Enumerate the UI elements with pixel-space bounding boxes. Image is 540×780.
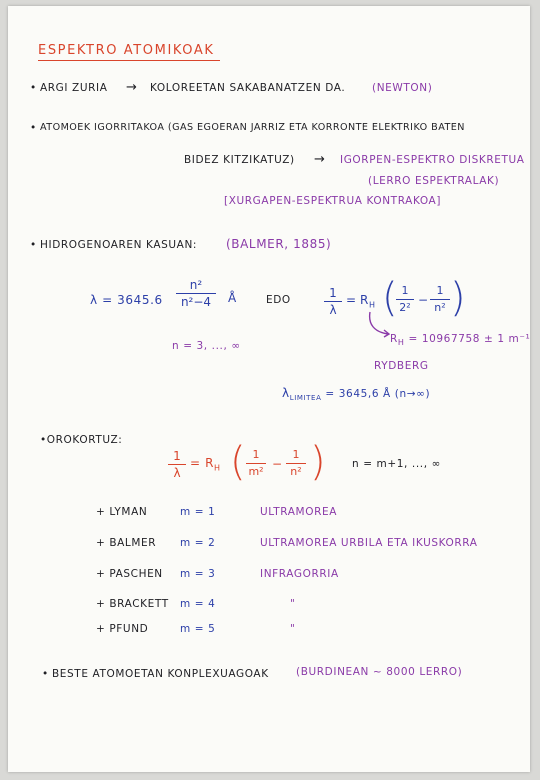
emission-spectrum-result: IGORPEN-ESPEKTRO DISKRETUA (340, 154, 525, 166)
other-atoms-text: BESTE ATOMOETAN KONPLEXUAGOAK (52, 668, 269, 680)
fraction-denominator: n² (434, 301, 446, 314)
lambda-limit: $\lambda_{LIMITEA} = 3645,6$ Å (n→∞) (282, 386, 431, 403)
fraction-denominator: λ (329, 303, 337, 317)
series-m: m = 1 (180, 506, 216, 518)
balmer-fraction (176, 278, 216, 309)
series-name: + LYMAN (96, 506, 148, 518)
fraction-denominator: n² (290, 465, 302, 478)
series-name: + BRACKETT (96, 598, 169, 610)
bullet: • (30, 239, 37, 251)
spectral-lines-note: (LERRO ESPEKTRALAK) (368, 175, 500, 187)
atoms-emission-text: ATOMOEK IGORRITAKOA (GAS EGOERAN JARRIZ ETA KORRONTE ELEKTRIKO BATEN (40, 122, 465, 133)
fraction-bar (168, 464, 186, 465)
fraction-numerator: 1 (252, 448, 260, 461)
term-a-fraction (396, 284, 414, 315)
fraction-denominator: 2² (399, 301, 411, 314)
fraction-bar (176, 293, 216, 294)
angstrom-unit: Å (228, 291, 237, 305)
general-term-a (246, 448, 266, 479)
balmer-lambda: λ = 3645.6 (90, 293, 163, 307)
arrow-icon: → (126, 80, 138, 95)
bullet: • (30, 82, 37, 94)
series-region: INFRAGORRIA (260, 568, 339, 580)
fraction-bar (430, 299, 450, 300)
rydberg-label: RYDBERG (374, 360, 429, 372)
series-m: m = 4 (180, 598, 216, 610)
series-region-ditto: " (290, 598, 296, 610)
general-rydberg: = $R_H$ (190, 456, 221, 473)
general-term-b (286, 448, 306, 479)
inverse-lambda-fraction (324, 286, 342, 317)
fraction-numerator: 1 (173, 449, 181, 463)
fraction-numerator: 1 (329, 286, 337, 300)
or-text: EDO (266, 294, 291, 306)
note-page (8, 6, 530, 772)
fraction-numerator: 1 (292, 448, 300, 461)
fraction-bar (396, 299, 414, 300)
left-paren: ( (382, 275, 398, 321)
generalization-heading: •OROKORTUZ: (40, 434, 123, 446)
series-m: m = 5 (180, 623, 216, 635)
right-paren: ) (310, 439, 326, 485)
general-inverse-lambda (168, 449, 186, 480)
series-m: m = 3 (180, 568, 216, 580)
series-name: + PFUND (96, 623, 149, 635)
series-name: + BALMER (96, 537, 157, 549)
dispersion-text: KOLOREETAN SAKABANATZEN DA. (150, 82, 346, 94)
left-paren: ( (230, 439, 246, 485)
balmer-note: (BALMER, 1885) (226, 237, 332, 251)
absorption-spectrum-note: [XURGAPEN-ESPEKTRUA KONTRAKOA] (224, 195, 442, 207)
minus-sign: − (272, 457, 283, 471)
fraction-numerator: 1 (436, 284, 444, 297)
term-b-fraction (430, 284, 450, 315)
fraction-denominator: n²−4 (180, 295, 212, 309)
general-n-range: n = m+1, ..., ∞ (352, 458, 441, 470)
rydberg-value: $R_H = 10967758 \pm 1$ m⁻¹ (390, 333, 531, 348)
fraction-denominator: λ (173, 466, 181, 480)
fraction-bar (324, 301, 342, 302)
fraction-bar (286, 463, 306, 464)
bullet: • (30, 122, 37, 134)
n-range: n = 3, ..., ∞ (172, 340, 241, 352)
newton-note: (NEWTON) (372, 82, 433, 94)
minus-sign: − (418, 293, 429, 307)
right-paren: ) (450, 275, 466, 321)
rydberg-symbol: $R_H$ (360, 293, 376, 310)
title-underline (38, 60, 220, 61)
excitation-text: BIDEZ KITZIKATUZ) (184, 154, 295, 166)
series-name: + PASCHEN (96, 568, 163, 580)
series-m: m = 2 (180, 537, 216, 549)
page-title: ESPEKTRO ATOMIKOAK (38, 43, 215, 58)
arrow-icon: → (314, 152, 326, 167)
hydrogen-heading: HIDROGENOAREN KASUAN: (40, 239, 198, 251)
equals-sign: = (346, 293, 357, 307)
fraction-bar (246, 463, 266, 464)
bullet: • (42, 668, 49, 680)
fraction-numerator: n² (189, 278, 203, 292)
fraction-denominator: m² (248, 465, 264, 478)
series-region: ULTRAMOREA URBILA ETA IKUSKORRA (260, 537, 478, 549)
iron-lines-note: (BURDINEAN ~ 8000 LERRO) (296, 666, 463, 678)
fraction-numerator: 1 (401, 284, 409, 297)
series-region: ULTRAMOREA (260, 506, 337, 518)
white-light-text: ARGI ZURIA (40, 82, 108, 94)
series-region-ditto: " (290, 623, 296, 635)
